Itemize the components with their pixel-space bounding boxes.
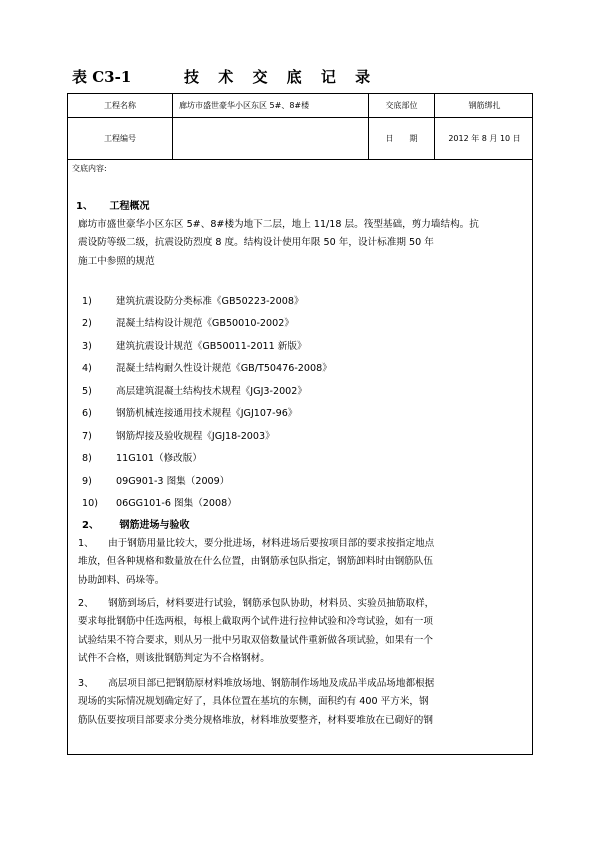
project-no-label: 工程编号 — [104, 134, 136, 143]
paragraph-line: 2、 钢筋到场后，材料要进行试验，钢筋承包队协助，材料员、实验员抽筋取样， — [78, 598, 435, 609]
standard-item: 9) 09G901-3 图集（2009） — [82, 476, 230, 487]
paragraph-line: 试件不合格，则该批钢筋判定为不合格钢材。 — [78, 653, 270, 665]
paragraph-2-3 — [78, 675, 528, 730]
paragraph-line: 协助卸料、码垛等。 — [78, 574, 165, 586]
overview-line: 廊坊市盛世豪华小区东区 5#、8#楼为地下二层，地上 11/18 层。筏型基础，剪力墙结构。抗 — [78, 219, 479, 230]
info-row-number — [68, 118, 532, 160]
standard-item: 1) 建筑抗震设防分类标准《GB50223-2008》 — [82, 296, 304, 307]
section-2-heading — [82, 516, 189, 531]
paragraph-line: 筋队伍要按项目部要求分类分规格堆放，材料堆放要整齐，材料要堆放在已砌好的钢 — [78, 714, 433, 726]
paragraph-2-2 — [78, 595, 528, 669]
overview-line: 施工中参照的规范 — [78, 255, 155, 267]
overview-paragraph — [78, 216, 528, 271]
standard-item: 8) 11G101（修改版） — [82, 453, 202, 464]
project-no-value — [172, 118, 368, 159]
paragraph-2-1 — [78, 535, 528, 590]
overview-line: 震设防等级二级，抗震设防烈度 8 度。结构设计使用年限 50 年，设计标准期 50 年 — [78, 237, 434, 249]
paragraph-line: 试验结果不符合要求，则从另一批中另取双倍数量试件重新做各项试验，如果有一个 — [78, 634, 433, 646]
standard-item: 3) 建筑抗震设计规范《GB50011-2011 新版》 — [82, 341, 307, 352]
section-1-heading — [76, 197, 149, 212]
form-title-bar — [72, 66, 532, 88]
form-code: 表 C3-1 — [72, 68, 132, 86]
content-label: 交底内容: — [72, 164, 107, 173]
record-form — [67, 93, 533, 755]
project-name-label: 工程名称 — [104, 101, 136, 110]
standard-item: 2) 混凝土结构设计规范《GB50010-2002》 — [82, 318, 294, 329]
section-2-number: 2、 — [82, 520, 99, 531]
standard-item: 6) 钢筋机械连接通用技术规程《JGJ107-96》 — [82, 408, 298, 419]
part-value: 钢筋绑扎 — [434, 94, 534, 117]
paragraph-line: 要求每批钢筋中任选两根，每根上截取两个试件进行拉伸试验和冷弯试验，如有一项 — [78, 616, 433, 628]
section-2-title: 钢筋进场与验收 — [119, 520, 190, 531]
form-title: 技 术 交 底 记 录 — [184, 68, 378, 86]
paragraph-line: 堆放，但各种规格和数量放在什么位置，由钢筋承包队指定，钢筋卸料时由钢筋队伍 — [78, 556, 433, 568]
standard-item: 5) 高层建筑混凝土结构技术规程《JGJ3-2002》 — [82, 386, 307, 397]
standard-item: 10) 06GG101-6 图集（2008） — [82, 498, 237, 509]
standard-item: 4) 混凝土结构耐久性设计规范《GB/T50476-2008》 — [82, 363, 332, 374]
paragraph-line: 3、 高层项目部已把钢筋原材料堆放场地、钢筋制作场地及成品半成品场地都根据 — [78, 678, 435, 689]
date-label: 日 期 — [368, 118, 434, 159]
info-row-project — [68, 94, 532, 118]
section-1-number: 1、 — [76, 201, 93, 212]
section-1-title: 工程概况 — [109, 201, 150, 212]
standard-item: 7) 钢筋焊接及验收规程《JGJ18-2003》 — [82, 431, 275, 442]
project-name-value: 廊坊市盛世豪华小区东区 5#、8#楼 — [172, 94, 368, 117]
paragraph-line: 现场的实际情况规划确定好了，具体位置在基坑的东侧，面积约有 400 平方米，钢 — [78, 696, 429, 708]
date-value: 2012 年 8 月 10 日 — [434, 118, 534, 159]
paragraph-line: 1、 由于钢筋用量比较大，要分批进场，材料进场后要按项目部的要求按指定地点 — [78, 538, 435, 549]
part-label: 交底部位 — [368, 94, 434, 117]
